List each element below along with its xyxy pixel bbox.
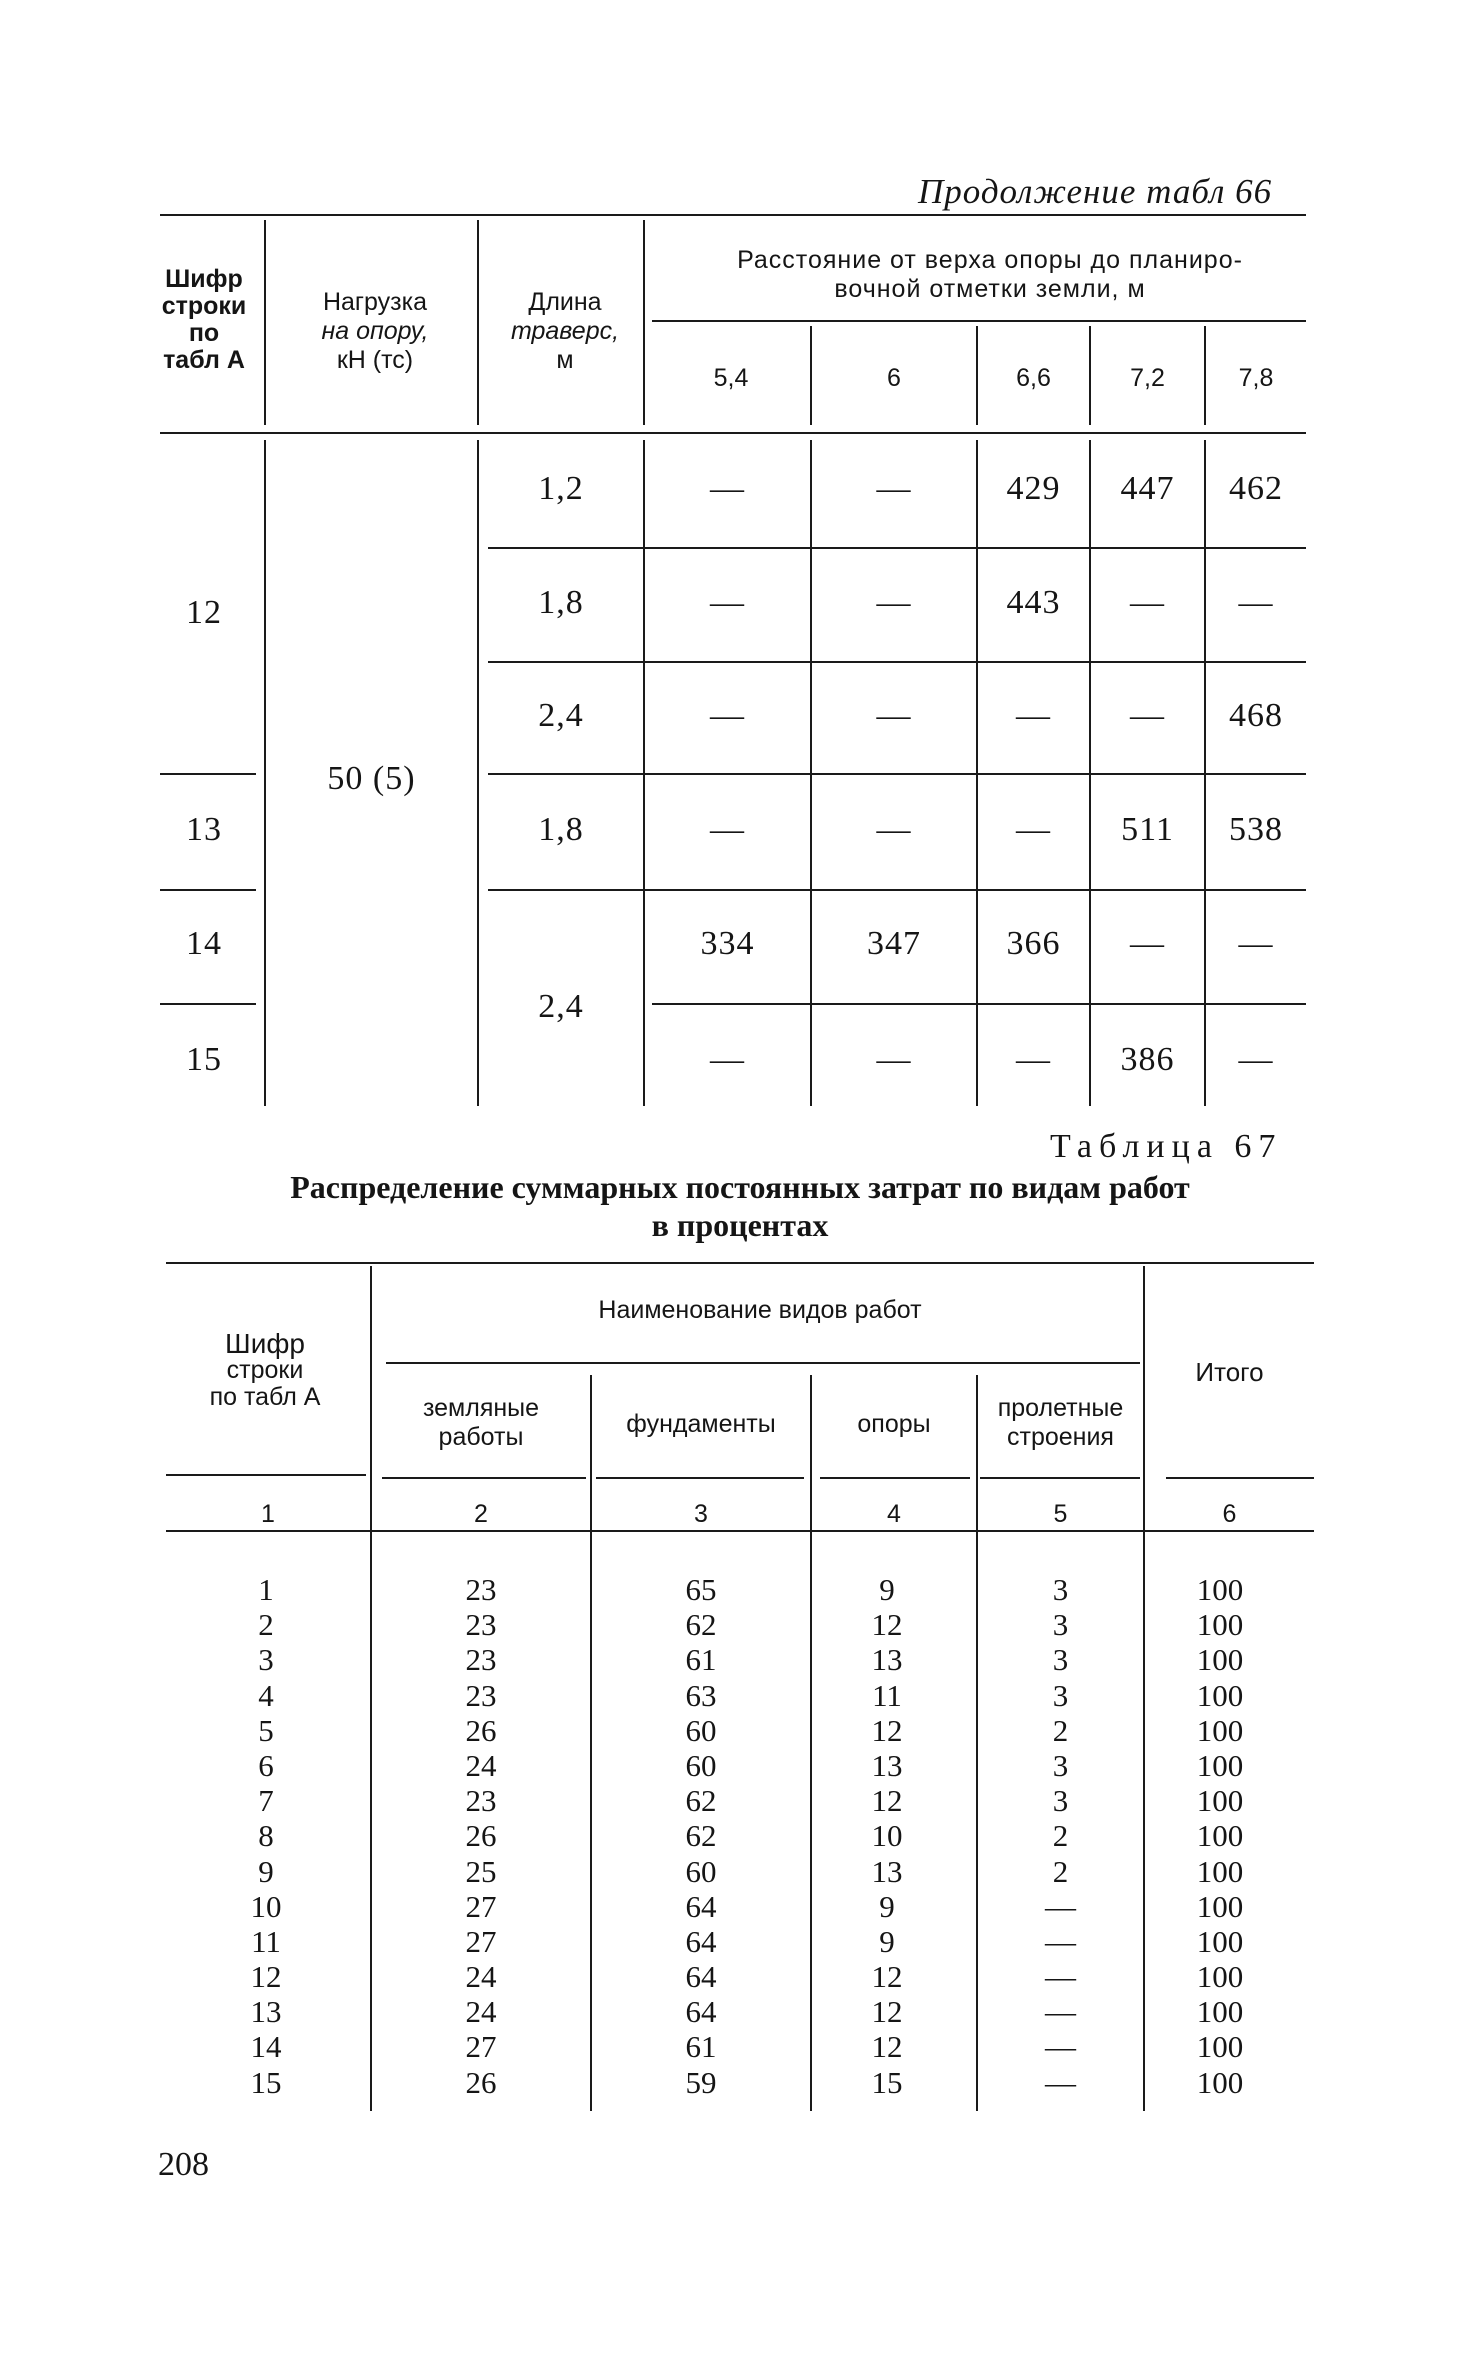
cell: 386 xyxy=(1120,1041,1175,1078)
table67-header-rule xyxy=(820,1477,970,1479)
cell: — xyxy=(710,1041,745,1078)
page-number: 208 xyxy=(158,2146,209,2183)
table67-colnum-rule xyxy=(166,1530,1314,1532)
table-cell: 9 xyxy=(258,1853,274,1889)
cell: — xyxy=(710,697,745,734)
row-code: 13 xyxy=(186,811,222,848)
t67-header-found: фундаменты xyxy=(626,1410,776,1438)
table-cell: 13 xyxy=(250,1994,282,2030)
table-cell: 59 xyxy=(685,2064,717,2100)
table-cell: 12 xyxy=(871,2029,903,2065)
cell: — xyxy=(876,697,912,734)
t67-col-total xyxy=(1145,1572,1295,2100)
row-rule xyxy=(160,1003,256,1005)
table-cell: 100 xyxy=(1196,1677,1244,1713)
cell: — xyxy=(710,470,745,507)
cell: — xyxy=(876,470,912,507)
cell: — xyxy=(1238,925,1274,962)
table-cell: 100 xyxy=(1196,1959,1244,1995)
cell: 443 xyxy=(1006,584,1061,621)
table66-vline xyxy=(264,220,266,425)
height-7-8: 7,8 xyxy=(1238,364,1274,392)
col-number: 2 xyxy=(474,1500,488,1528)
table-cell: 8 xyxy=(258,1818,274,1854)
t67-col-code xyxy=(166,1572,366,2100)
row-length: 1,8 xyxy=(538,584,584,621)
row-rule xyxy=(488,661,1306,663)
table-cell: 26 xyxy=(465,1712,497,1748)
table-cell: 25 xyxy=(465,1853,497,1889)
table-cell: 12 xyxy=(871,1959,903,1995)
table-cell: 12 xyxy=(871,1712,903,1748)
row-code: 12 xyxy=(186,594,222,631)
table67-header-rule xyxy=(1166,1477,1314,1479)
table-cell: 2 xyxy=(258,1607,274,1643)
col-number: 3 xyxy=(694,1500,708,1528)
table-cell: 64 xyxy=(685,1888,717,1924)
t67-header-code: Шифр строки по табл А xyxy=(209,1328,321,1411)
table-cell: — xyxy=(1045,2064,1076,2100)
row-length: 1,2 xyxy=(538,470,584,507)
t67-col-supports xyxy=(812,1572,962,2100)
table-cell: 100 xyxy=(1196,1853,1244,1889)
table-cell: 15 xyxy=(250,2064,282,2100)
row-rule xyxy=(488,889,1306,891)
cell: — xyxy=(1016,1041,1051,1078)
table66-vline xyxy=(643,440,645,1106)
height-6: 6 xyxy=(887,364,901,392)
table-cell: 2 xyxy=(1052,1853,1069,1889)
load-value: 50 (5) xyxy=(327,760,416,797)
table67-header-rule xyxy=(980,1477,1140,1479)
table-cell: 60 xyxy=(685,1712,717,1748)
table66-vline xyxy=(810,440,812,1106)
row-rule xyxy=(652,1003,1306,1005)
table-cell: 100 xyxy=(1196,1747,1244,1783)
table-cell: 3 xyxy=(1052,1642,1069,1678)
table-cell: 3 xyxy=(1052,1783,1069,1819)
cell: — xyxy=(1016,697,1051,734)
table-cell: 61 xyxy=(685,1642,717,1678)
table-cell: 62 xyxy=(685,1818,717,1854)
cell: 429 xyxy=(1006,470,1061,507)
table-cell: 12 xyxy=(871,1607,903,1643)
row-length: 2,4 xyxy=(538,988,584,1025)
table-cell: 9 xyxy=(879,1888,895,1924)
cell: 334 xyxy=(700,925,755,962)
cell: 468 xyxy=(1229,697,1283,734)
table-cell: 10 xyxy=(871,1818,903,1854)
table-cell: 14 xyxy=(250,2029,282,2065)
table-cell: 26 xyxy=(465,2064,497,2100)
table-cell: 100 xyxy=(1196,1888,1244,1924)
table-cell: 3 xyxy=(1052,1607,1069,1643)
table66-top-rule xyxy=(160,214,1306,216)
table66-vline xyxy=(477,220,479,425)
table-cell: — xyxy=(1045,2029,1076,2065)
row-rule xyxy=(160,773,256,775)
table-cell: 1 xyxy=(258,1572,274,1607)
table-cell: 100 xyxy=(1196,1783,1244,1819)
col-number: 6 xyxy=(1222,1500,1237,1528)
table-cell: 10 xyxy=(250,1888,282,1924)
table-cell: 6 xyxy=(258,1747,274,1783)
row-rule xyxy=(488,773,1306,775)
row-length: 1,8 xyxy=(538,811,584,848)
table-cell: 2 xyxy=(1052,1818,1069,1854)
header-code: Шифр строки по табл А xyxy=(161,265,247,374)
col-number: 4 xyxy=(887,1500,901,1528)
cell: 447 xyxy=(1120,470,1175,507)
table-cell: 12 xyxy=(871,1994,903,2030)
table-cell: 65 xyxy=(685,1572,717,1607)
table66-vline xyxy=(1204,440,1206,1106)
table-cell: 12 xyxy=(250,1959,282,1995)
table67-header-rule xyxy=(382,1477,586,1479)
cell: — xyxy=(1130,925,1165,962)
cell: — xyxy=(1238,1041,1274,1078)
row-code: 15 xyxy=(186,1041,222,1078)
table-cell: 27 xyxy=(465,2029,497,2065)
table-cell: 3 xyxy=(1052,1677,1069,1713)
table67-label: Таблица 67 xyxy=(1050,1128,1283,1165)
table-cell: 23 xyxy=(465,1607,497,1643)
cell: — xyxy=(1130,697,1165,734)
table66-caption: Продолжение табл 66 xyxy=(918,172,1273,211)
table66-vline xyxy=(976,440,978,1106)
table66-subheader-rule xyxy=(652,320,1306,322)
table-cell: 3 xyxy=(258,1642,274,1678)
height-7-2: 7,2 xyxy=(1130,364,1165,392)
t67-header-earth: земляные работы xyxy=(422,1394,540,1451)
table-cell: 100 xyxy=(1196,1607,1244,1643)
table-cell: 11 xyxy=(251,1923,281,1959)
cell: 538 xyxy=(1229,811,1283,848)
cell: — xyxy=(1016,811,1051,848)
row-rule xyxy=(488,547,1306,549)
cell: 462 xyxy=(1229,470,1283,507)
header-length: Длина траверс, м xyxy=(510,288,620,374)
table-cell: 23 xyxy=(465,1677,497,1713)
table-cell: 100 xyxy=(1196,1712,1244,1748)
table-cell: 60 xyxy=(685,1853,717,1889)
table67-title: Распределение суммарных постоянных затрат по видам работ в процентах xyxy=(290,1169,1190,1243)
col-number: 1 xyxy=(261,1500,275,1528)
table66-vline xyxy=(643,220,645,425)
table-cell: 13 xyxy=(871,1747,903,1783)
table-cell: 100 xyxy=(1196,1818,1244,1854)
table-cell: 100 xyxy=(1196,1642,1244,1678)
height-6-6: 6,6 xyxy=(1016,364,1051,392)
table-cell: 3 xyxy=(1052,1572,1069,1607)
cell: — xyxy=(876,1041,912,1078)
table-cell: 13 xyxy=(871,1642,903,1678)
table-cell: 62 xyxy=(685,1607,717,1643)
table66-vline xyxy=(1089,440,1091,1106)
cell: — xyxy=(1130,584,1165,621)
cell: — xyxy=(876,811,912,848)
row-code: 14 xyxy=(186,925,222,962)
table-cell: 2 xyxy=(1052,1712,1069,1748)
table-cell: 5 xyxy=(258,1712,274,1748)
table-cell: 64 xyxy=(685,1994,717,2030)
table67-header-rule xyxy=(166,1474,366,1476)
table-cell: 23 xyxy=(465,1572,497,1607)
cell: — xyxy=(710,811,745,848)
table-cell: 26 xyxy=(465,1818,497,1854)
table-cell: 27 xyxy=(465,1888,497,1924)
table-cell: 7 xyxy=(258,1783,274,1819)
table-cell: 100 xyxy=(1196,2029,1244,2065)
table67-top-rule xyxy=(166,1262,1314,1264)
table-cell: — xyxy=(1045,1888,1076,1924)
table-cell: 100 xyxy=(1196,2064,1244,2100)
table-cell: 24 xyxy=(465,1959,497,1995)
t67-header-spans: пролетные строения xyxy=(997,1394,1124,1451)
table-cell: 100 xyxy=(1196,1572,1244,1607)
table-cell: 12 xyxy=(871,1783,903,1819)
col-number: 5 xyxy=(1053,1500,1068,1528)
table-cell: 64 xyxy=(685,1959,717,1995)
table-cell: 100 xyxy=(1196,1923,1244,1959)
table-cell: 64 xyxy=(685,1923,717,1959)
cell: — xyxy=(1238,584,1274,621)
table-cell: — xyxy=(1045,1959,1076,1995)
table-cell: 63 xyxy=(685,1677,717,1713)
table-cell: 24 xyxy=(465,1747,497,1783)
table-cell: 15 xyxy=(871,2064,903,2100)
table67-group-rule xyxy=(386,1362,1140,1364)
table-cell: 3 xyxy=(1052,1747,1069,1783)
table66-header-rule xyxy=(160,432,1306,434)
t67-header-group: Наименование видов работ xyxy=(598,1296,922,1324)
cell: — xyxy=(876,584,912,621)
table-cell: — xyxy=(1045,1923,1076,1959)
height-5-4: 5,4 xyxy=(713,364,749,392)
table-cell: 27 xyxy=(465,1923,497,1959)
row-rule xyxy=(160,889,256,891)
table-cell: 11 xyxy=(872,1677,902,1713)
table67-header-rule xyxy=(596,1477,804,1479)
t67-header-total: Итого xyxy=(1195,1357,1264,1387)
table-cell: 9 xyxy=(879,1923,895,1959)
table-cell: 13 xyxy=(871,1853,903,1889)
cell: 366 xyxy=(1006,925,1061,962)
t67-col-spans xyxy=(978,1572,1143,2100)
cell: — xyxy=(710,584,745,621)
table-cell: — xyxy=(1045,1994,1076,2030)
cell: 347 xyxy=(867,925,921,962)
t67-col-found xyxy=(592,1572,810,2100)
t67-col-earth xyxy=(372,1572,590,2100)
cell: 511 xyxy=(1121,811,1174,848)
table-cell: 24 xyxy=(465,1994,497,2030)
table-cell: 100 xyxy=(1196,1994,1244,2030)
t67-header-supports: опоры xyxy=(857,1410,931,1438)
table-cell: 62 xyxy=(685,1783,717,1819)
table-cell: 61 xyxy=(685,2029,717,2065)
row-length: 2,4 xyxy=(538,697,584,734)
table-cell: 9 xyxy=(879,1572,895,1607)
header-distance: Расстояние от верха опоры до планиро- вочной отметки земли, м xyxy=(737,246,1243,303)
table-cell: 4 xyxy=(258,1677,274,1713)
header-load: Нагрузка на опору, кН (тс) xyxy=(321,288,429,374)
table-cell: 23 xyxy=(465,1642,497,1678)
table-cell: 60 xyxy=(685,1747,717,1783)
table-cell: 23 xyxy=(465,1783,497,1819)
